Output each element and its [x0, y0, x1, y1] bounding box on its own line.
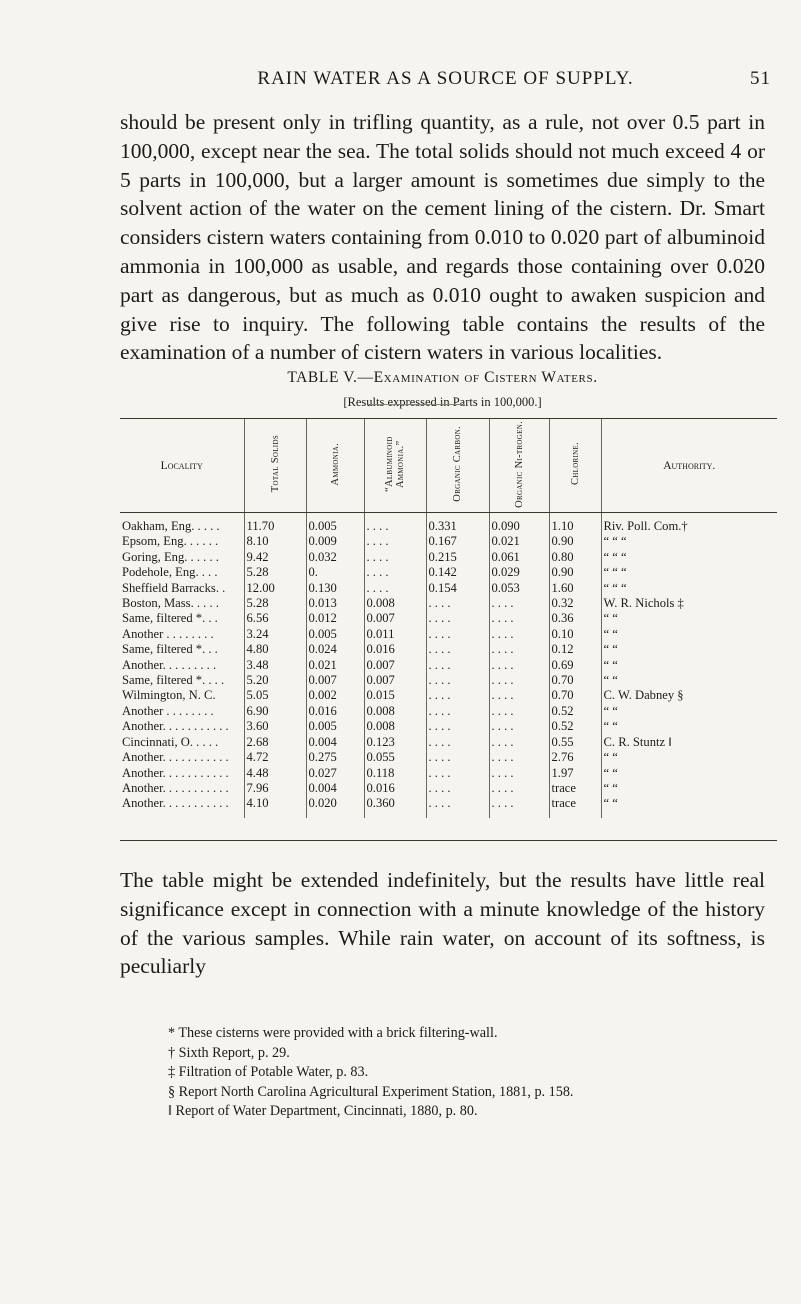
cell-total-solids: 7.96	[244, 781, 306, 796]
cell-organic-carbon: . . . .	[426, 796, 489, 817]
cell-organic-carbon: . . . .	[426, 704, 489, 719]
cell-authority: “ “	[601, 796, 777, 817]
cell-total-solids: 12.00	[244, 581, 306, 596]
cell-organic-carbon: . . . .	[426, 642, 489, 657]
page-number: 51	[750, 68, 771, 89]
cell-organic-carbon: 0.331	[426, 513, 489, 535]
cell-organic-nitrogen: . . . .	[489, 719, 549, 734]
footnote: † Sixth Report, p. 29.	[168, 1044, 290, 1061]
cell-locality: Another. . . . . . . . .	[122, 657, 217, 672]
table-row	[120, 719, 777, 734]
cell-albuminoid-ammonia: . . . .	[364, 581, 426, 596]
caption-rule	[368, 404, 464, 405]
cell-ammonia: 0.027	[306, 766, 364, 781]
cell-organic-carbon: . . . .	[426, 688, 489, 703]
cell-albuminoid-ammonia: 0.016	[364, 781, 426, 796]
cell-albuminoid-ammonia: . . . .	[364, 534, 426, 549]
running-title: RAIN WATER AS A SOURCE OF SUPPLY.	[257, 68, 634, 89]
cell-organic-nitrogen: . . . .	[489, 781, 549, 796]
cell-locality: Cincinnati, O. . . . .	[122, 734, 219, 749]
cell-locality: Another. . . . . . . . . . .	[122, 780, 229, 795]
cell-total-solids: 5.28	[244, 565, 306, 580]
cell-albuminoid-ammonia: 0.016	[364, 642, 426, 657]
paragraph-2: The table might be extended indefinitely, but the results have little real significance except in connection with a minute knowledge of the history of the various samples. While rain water, on account of its softness, is peculiarly	[120, 868, 765, 979]
cell-authority: “ “	[601, 704, 777, 719]
paragraph-1: should be present only in trifling quantity, as a rule, not over 0.5 part in 100,000, except near the sea. The total solids should not much exceed 4 or 5 parts in 100,000, but a larger amount is sometimes due simply to the solvent action of the water on the cement lining of the cistern. Dr. Smart considers cistern waters containing from 0.010 to 0.020 part of albuminoid ammonia in 100,000 as usable, and regards those containing over 0.020 part as dangerous, but as much as 0.010 ought to awaken suspicion and give rise to inquiry. The following table contains the results of the examination of a number of cistern waters in various localities.	[120, 110, 765, 365]
footnote: § Report North Carolina Agricultural Experiment Station, 1881, p. 158.	[168, 1083, 574, 1100]
cell-total-solids: 4.10	[244, 796, 306, 817]
table-row	[120, 581, 777, 596]
table-row	[120, 627, 777, 642]
cell-organic-carbon: . . . .	[426, 627, 489, 642]
cell-chlorine: 0.90	[549, 565, 601, 580]
table-subcaption: [Results expressed in Parts in 100,000.]	[343, 395, 542, 409]
cell-albuminoid-ammonia: 0.008	[364, 719, 426, 734]
cell-locality: Another. . . . . . . . . . .	[122, 765, 229, 780]
cell-albuminoid-ammonia: 0.015	[364, 688, 426, 703]
cell-albuminoid-ammonia: 0.011	[364, 627, 426, 642]
cell-organic-carbon: . . . .	[426, 750, 489, 765]
cell-organic-nitrogen: . . . .	[489, 627, 549, 642]
cell-ammonia: 0.004	[306, 735, 364, 750]
cell-locality: Another. . . . . . . . . . .	[122, 796, 229, 811]
cell-ammonia: 0.130	[306, 581, 364, 596]
cell-ammonia: 0.020	[306, 796, 364, 817]
cell-ammonia: 0.024	[306, 642, 364, 657]
cell-organic-nitrogen: . . . .	[489, 658, 549, 673]
cell-chlorine: 2.76	[549, 750, 601, 765]
cell-chlorine: trace	[549, 781, 601, 796]
header-authority: Authority.	[601, 419, 777, 513]
table-row	[120, 750, 777, 765]
cell-organic-nitrogen: 0.029	[489, 565, 549, 580]
cistern-water-table	[120, 418, 777, 818]
cell-ammonia: 0.013	[306, 596, 364, 611]
cell-locality: Boston, Mass. . . . .	[122, 596, 219, 611]
cell-organic-nitrogen: 0.053	[489, 581, 549, 596]
cell-chlorine: 0.55	[549, 735, 601, 750]
cell-organic-nitrogen: . . . .	[489, 611, 549, 626]
cell-organic-nitrogen: . . . .	[489, 704, 549, 719]
table-caption-title: Examination of Cistern Waters.	[373, 369, 598, 386]
cell-chlorine: 0.70	[549, 688, 601, 703]
table-row	[120, 658, 777, 673]
cell-locality: Oakham, Eng. . . . .	[122, 519, 220, 533]
cell-albuminoid-ammonia: 0.007	[364, 673, 426, 688]
cell-authority: “ “	[601, 766, 777, 781]
cell-authority: “ “	[601, 750, 777, 765]
cell-locality: Podehole, Eng. . . .	[122, 565, 218, 580]
cell-total-solids: 2.68	[244, 735, 306, 750]
header-albuminoid-ammonia: “Albuminoid Ammonia.”	[364, 419, 426, 513]
cell-albuminoid-ammonia: 0.360	[364, 796, 426, 817]
cell-authority: “ “	[601, 673, 777, 688]
cell-locality: Goring, Eng. . . . . .	[122, 549, 219, 564]
cell-albuminoid-ammonia: 0.123	[364, 735, 426, 750]
cell-chlorine: 0.90	[549, 534, 601, 549]
cell-locality: Same, filtered *. . .	[122, 642, 218, 657]
cell-organic-nitrogen: 0.090	[489, 513, 549, 535]
cell-organic-carbon: . . . .	[426, 781, 489, 796]
table-row	[120, 513, 777, 535]
cell-albuminoid-ammonia: 0.055	[364, 750, 426, 765]
cell-total-solids: 4.72	[244, 750, 306, 765]
table-row	[120, 688, 777, 703]
cell-organic-carbon: 0.142	[426, 565, 489, 580]
header-total-solids: Total Solids	[244, 419, 306, 513]
cell-albuminoid-ammonia: . . . .	[364, 513, 426, 535]
cell-locality: Sheffield Barracks. .	[122, 580, 226, 595]
cell-ammonia: 0.	[306, 565, 364, 580]
cell-locality: Epsom, Eng. . . . . .	[122, 534, 219, 549]
cell-authority: “ “	[601, 658, 777, 673]
cell-organic-nitrogen: . . . .	[489, 688, 549, 703]
table-caption-number: TABLE V.—	[287, 369, 374, 386]
cell-albuminoid-ammonia: 0.008	[364, 704, 426, 719]
header-ammonia: Ammonia.	[306, 419, 364, 513]
cell-locality: Wilmington, N. C.	[122, 688, 216, 703]
cell-chlorine: 0.52	[549, 719, 601, 734]
table-row	[120, 766, 777, 781]
cell-chlorine: 1.10	[549, 513, 601, 535]
cell-total-solids: 4.48	[244, 766, 306, 781]
cell-organic-nitrogen: . . . .	[489, 642, 549, 657]
cell-albuminoid-ammonia: 0.007	[364, 611, 426, 626]
table-row	[120, 642, 777, 657]
cell-organic-carbon: . . . .	[426, 735, 489, 750]
cell-total-solids: 3.48	[244, 658, 306, 673]
cell-locality: Same, filtered *. . .	[122, 611, 218, 626]
cell-organic-carbon: . . . .	[426, 766, 489, 781]
header-organic-carbon: Organic Carbon.	[426, 419, 489, 513]
cell-organic-carbon: 0.167	[426, 534, 489, 549]
cell-organic-nitrogen: 0.021	[489, 534, 549, 549]
cell-locality: Another . . . . . . . .	[122, 703, 214, 718]
cell-organic-nitrogen: . . . .	[489, 796, 549, 817]
cell-authority: C. R. Stuntz ‖	[601, 735, 777, 750]
cell-chlorine: 0.32	[549, 596, 601, 611]
table-bottom-rule	[120, 840, 777, 841]
header-locality: Locality	[120, 419, 244, 513]
cell-organic-nitrogen: . . . .	[489, 766, 549, 781]
cell-organic-nitrogen: . . . .	[489, 596, 549, 611]
table-row	[120, 596, 777, 611]
cell-chlorine: trace	[549, 796, 601, 817]
cell-total-solids: 3.60	[244, 719, 306, 734]
cell-authority: “ “	[601, 627, 777, 642]
cell-organic-carbon: 0.215	[426, 550, 489, 565]
cell-authority: W. R. Nichols ‡	[601, 596, 777, 611]
table-row	[120, 704, 777, 719]
cell-organic-nitrogen: 0.061	[489, 550, 549, 565]
cell-total-solids: 9.42	[244, 550, 306, 565]
cell-ammonia: 0.016	[306, 704, 364, 719]
cell-total-solids: 6.56	[244, 611, 306, 626]
cell-chlorine: 1.60	[549, 581, 601, 596]
cell-organic-carbon: . . . .	[426, 658, 489, 673]
cell-authority: “ “	[601, 642, 777, 657]
cell-chlorine: 1.97	[549, 766, 601, 781]
cell-total-solids: 6.90	[244, 704, 306, 719]
cell-ammonia: 0.021	[306, 658, 364, 673]
table-row	[120, 565, 777, 580]
cell-locality: Another. . . . . . . . . . .	[122, 750, 229, 765]
table-caption	[120, 369, 765, 387]
cell-ammonia: 0.004	[306, 781, 364, 796]
cell-total-solids: 8.10	[244, 534, 306, 549]
cell-chlorine: 0.80	[549, 550, 601, 565]
cell-albuminoid-ammonia: 0.007	[364, 658, 426, 673]
cell-total-solids: 4.80	[244, 642, 306, 657]
cell-organic-carbon: . . . .	[426, 596, 489, 611]
cell-albuminoid-ammonia: 0.118	[364, 766, 426, 781]
cell-albuminoid-ammonia: 0.008	[364, 596, 426, 611]
cell-ammonia: 0.012	[306, 611, 364, 626]
cell-ammonia: 0.275	[306, 750, 364, 765]
cell-organic-carbon: . . . .	[426, 673, 489, 688]
table-row	[120, 781, 777, 796]
table-row	[120, 735, 777, 750]
table-row	[120, 550, 777, 565]
cell-total-solids: 5.05	[244, 688, 306, 703]
cell-authority: “ “	[601, 781, 777, 796]
cell-authority: “ “	[601, 611, 777, 626]
cell-ammonia: 0.032	[306, 550, 364, 565]
cell-authority: “ “ “	[601, 565, 777, 580]
table-row	[120, 534, 777, 549]
cell-authority: C. W. Dabney §	[601, 688, 777, 703]
cell-chlorine: 0.52	[549, 704, 601, 719]
cell-ammonia: 0.009	[306, 534, 364, 549]
footnote: * These cisterns were provided with a brick filtering-wall.	[168, 1025, 498, 1041]
cell-total-solids: 3.24	[244, 627, 306, 642]
table-row	[120, 673, 777, 688]
cell-ammonia: 0.005	[306, 513, 364, 535]
footnote: ‖ Report of Water Department, Cincinnati, 1880, p. 80.	[168, 1103, 478, 1119]
cell-total-solids: 11.70	[244, 513, 306, 535]
cell-authority: “ “ “	[601, 550, 777, 565]
footnotes	[168, 1024, 768, 1122]
cell-chlorine: 0.12	[549, 642, 601, 657]
cell-organic-carbon: 0.154	[426, 581, 489, 596]
cell-locality: Another . . . . . . . .	[122, 626, 214, 641]
cell-authority: “ “ “	[601, 581, 777, 596]
cell-ammonia: 0.005	[306, 627, 364, 642]
cell-chlorine: 0.69	[549, 658, 601, 673]
header-organic-nitrogen: Organic Ni-trogen.	[489, 419, 549, 513]
cell-total-solids: 5.28	[244, 596, 306, 611]
cell-albuminoid-ammonia: . . . .	[364, 565, 426, 580]
table-header-row	[120, 419, 777, 513]
cell-locality: Another. . . . . . . . . . .	[122, 719, 229, 734]
cell-organic-carbon: . . . .	[426, 611, 489, 626]
cell-organic-nitrogen: . . . .	[489, 735, 549, 750]
cell-chlorine: 0.70	[549, 673, 601, 688]
cell-authority: “ “	[601, 719, 777, 734]
cell-ammonia: 0.005	[306, 719, 364, 734]
cell-locality: Same, filtered *. . . .	[122, 673, 225, 688]
table-row	[120, 611, 777, 626]
cell-chlorine: 0.10	[549, 627, 601, 642]
cell-albuminoid-ammonia: . . . .	[364, 550, 426, 565]
cell-organic-nitrogen: . . . .	[489, 750, 549, 765]
header-chlorine: Chlorine.	[549, 419, 601, 513]
cell-organic-carbon: . . . .	[426, 719, 489, 734]
footnote: ‡ Filtration of Potable Water, p. 83.	[168, 1064, 369, 1080]
cell-total-solids: 5.20	[244, 673, 306, 688]
cell-ammonia: 0.007	[306, 673, 364, 688]
cell-chlorine: 0.36	[549, 611, 601, 626]
cell-authority: Riv. Poll. Com.†	[601, 513, 777, 535]
cell-ammonia: 0.002	[306, 688, 364, 703]
cell-organic-nitrogen: . . . .	[489, 673, 549, 688]
cell-authority: “ “ “	[601, 534, 777, 549]
table-row	[120, 796, 777, 817]
